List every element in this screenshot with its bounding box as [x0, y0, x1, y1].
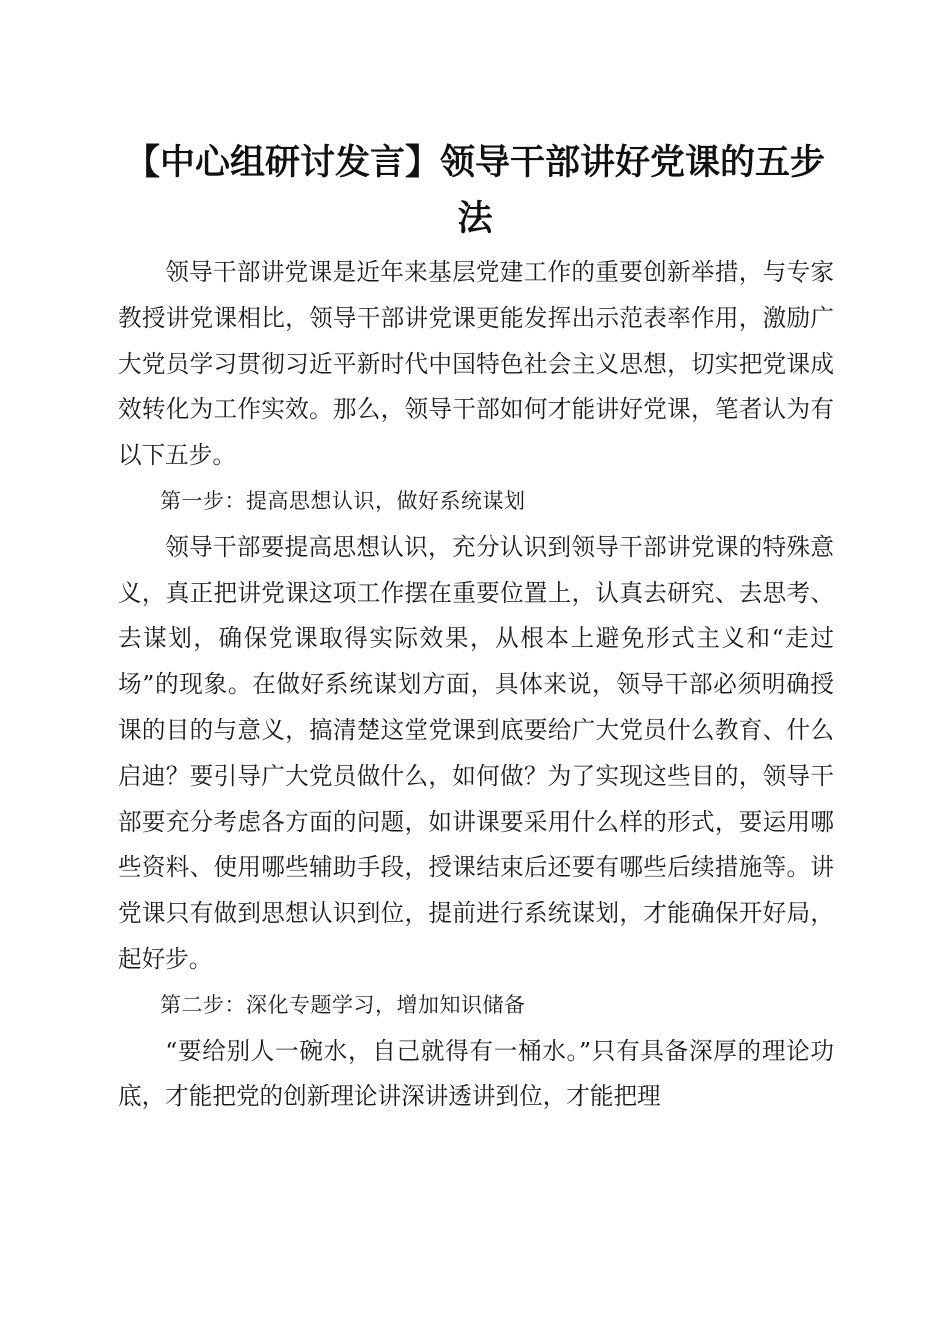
section-heading-step-2: 第二步：深化专题学习，增加知识储备 — [160, 992, 526, 1017]
step-1-paragraph: 领导干部要提高思想认识，充分认识到领导干部讲党课的特殊意义，真正把讲党课这项工作摆在重要位置上，认真去研究、去思考、去谋划，确保党课取得实际效果，从根本上避免形式主义和“走过场”的现象。在做好系统谋划方面，具体来说，领导干部必须明确授课的目的与意义，搞清楚这堂党课到底要给广大党员什么教育、什么启迪？要引导广大党员做什么，如何做？为了实现这些目的，领导干部要充分考虑各方面的问题，如讲课要采用什么样的形式，要运用哪些资料、使用哪些辅助手段，授课结束后还要有哪些后续措施等。讲党课只有做到思想认识到位，提前进行系统谋划，才能确保开好局，起好步。 — [118, 532, 834, 973]
document-body — [118, 250, 834, 1120]
section-heading-step-1: 第一步：提高思想认识，做好系统谋划 — [160, 488, 526, 513]
step-2-paragraph: “要给别人一碗水，自己就得有一桶水。”只有具备深厚的理论功底，才能把党的创新理论讲深讲透讲到位，才能把理 — [118, 1036, 834, 1111]
document-title: 【中心组研讨发言】领导干部讲好党课的五步法 — [124, 142, 825, 239]
intro-paragraph: 领导干部讲党课是近年来基层党建工作的重要创新举措，与专家教授讲党课相比，领导干部讲党课更能发挥出示范表率作用，激励广大党员学习贯彻习近平新时代中国特色社会主义思想，切实把党课成效转化为工作实效。那么，领导干部如何才能讲好党课，笔者认为有以下五步。 — [118, 258, 834, 470]
